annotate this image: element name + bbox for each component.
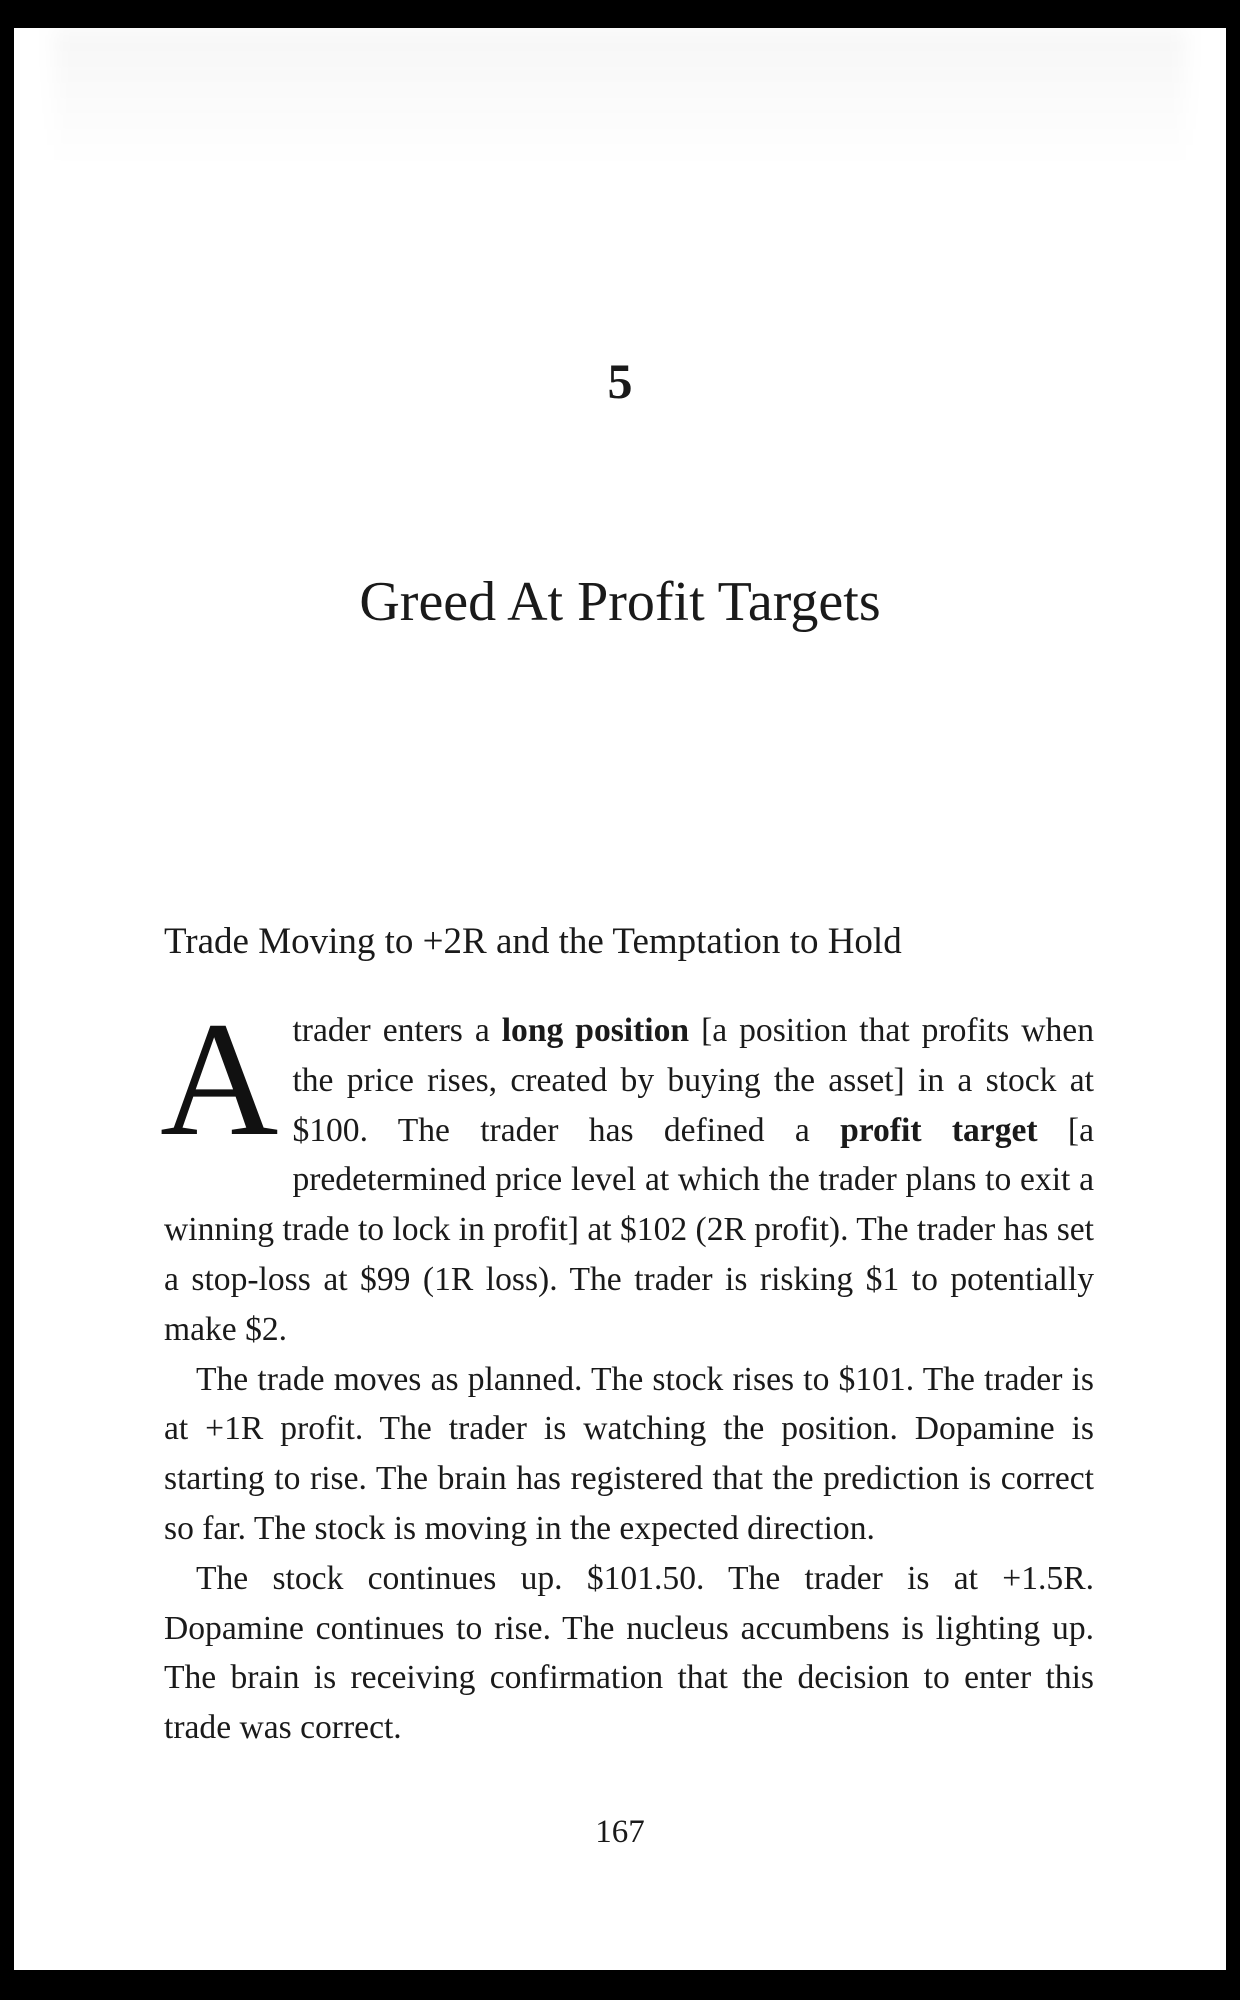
- body-text: [160, 989, 1095, 1753]
- section-heading: Trade Moving to +2R and the Temptation to Hold: [164, 921, 902, 962]
- page-number: 167: [595, 1814, 645, 1850]
- paragraph-1: [160, 989, 1095, 1355]
- term-long-position: long position: [501, 1012, 690, 1049]
- paragraph-2: The trade moves as planned. The stock rises to $101. The trader is at +1R profit. The trader is watching the position. Dopamine is starting to rise. The brain has registered that the prediction is correct so far. The stock is moving in the expected direction.: [164, 1360, 1094, 1547]
- paragraph-1-text-1: trader enters a: [292, 1012, 502, 1049]
- term-profit-target: profit target: [840, 1111, 1038, 1149]
- chapter-number: 5: [607, 353, 633, 409]
- page-shadow: [54, 28, 1186, 168]
- book-page: [14, 28, 1226, 1970]
- drop-cap: A: [160, 989, 279, 1170]
- paragraph-1-text-3: [a predetermined price level at which the trader plans to exit a winning trade to lock in profit] at $102 (2R profit). The trader has set a stop-loss at $99 (1R loss). The trader is risking $1 to potentially make $2.: [164, 1111, 1095, 1348]
- paragraph-3: The stock continues up. $101.50. The trader is at +1.5R. Dopamine continues to rise. The nucleus accumbens is lighting up. The brain is receiving confirmation that the decision to enter this trade was correct.: [164, 1559, 1094, 1747]
- paragraph-1-text-2: [a position that profits when the price rises, created by buying the asset] in a stock at $100. The trader has defined a: [292, 1012, 1094, 1149]
- chapter-title: Greed At Profit Targets: [359, 571, 881, 633]
